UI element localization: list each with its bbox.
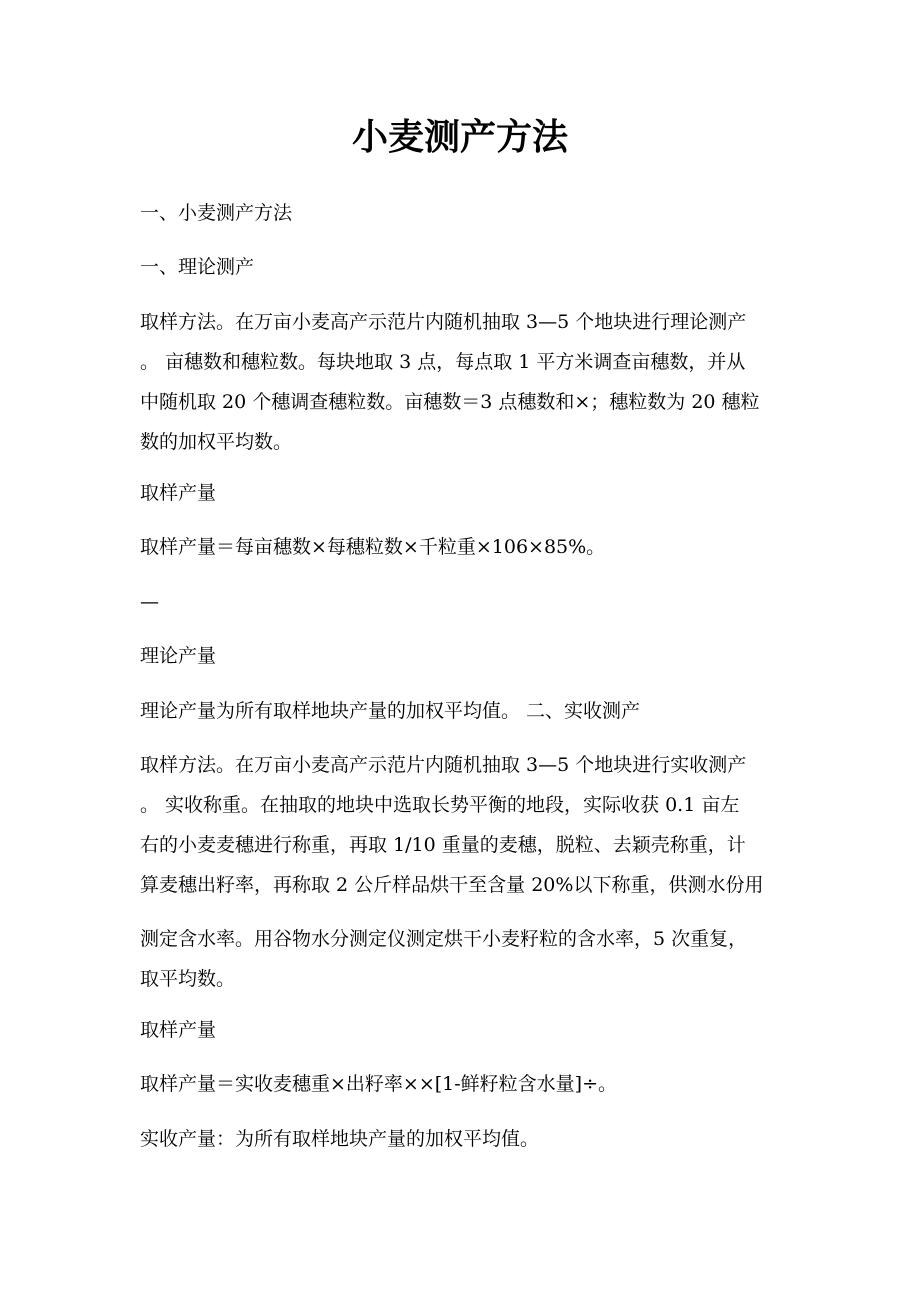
paragraph-sampling-method bbox=[140, 302, 785, 462]
paragraph-line: 中随机取 20 个穗调查穗粒数。亩穗数＝3 点穗数和×；穗粒数为 20 穗粒 bbox=[140, 391, 760, 413]
label-sample-yield: 取样产量 bbox=[140, 482, 217, 504]
paragraph-line: 。 亩穗数和穗粒数。每块地取 3 点，每点取 1 平方米调查亩穗数，并从 bbox=[140, 351, 746, 373]
label-theoretical-yield: 理论产量 bbox=[140, 645, 217, 667]
paragraph-line: 取样方法。在万亩小麦高产示范片内随机抽取 3—5 个地块进行实收测产 bbox=[140, 754, 747, 776]
paragraph-harvest-method bbox=[140, 745, 785, 905]
paragraph-line: 。 实收称重。在抽取的地块中选取长势平衡的地段，实际收获 0.1 亩左 bbox=[140, 794, 740, 816]
paragraph-theoretical-yield: 理论产量为所有取样地块产量的加权平均值。 二、实收测产 bbox=[140, 700, 641, 722]
paragraph-line: 取样方法。在万亩小麦高产示范片内随机抽取 3—5 个地块进行理论测产 bbox=[140, 311, 747, 333]
page-title: 小麦测产方法 bbox=[351, 117, 568, 158]
section-heading: 一、小麦测产方法 bbox=[140, 202, 293, 224]
subsection-heading: 一、理论测产 bbox=[140, 256, 255, 278]
paragraph-line: 数的加权平均数。 bbox=[140, 431, 293, 453]
paragraph-line: 取平均数。 bbox=[140, 968, 236, 990]
paragraph-line: 算麦穗出籽率，再称取 2 公斤样品烘干至含量 20%以下称重，供测水份用 bbox=[140, 874, 764, 896]
label-sample-yield-2: 取样产量 bbox=[140, 1019, 217, 1041]
paragraph-moisture bbox=[140, 919, 785, 999]
paragraph-actual-yield: 实收产量：为所有取样地块产量的加权平均值。 bbox=[140, 1128, 540, 1150]
paragraph-line: 测定含水率。用谷物水分测定仪测定烘干小麦籽粒的含水率，5 次重复， bbox=[140, 928, 748, 950]
formula-sample-yield: 取样产量＝每亩穗数×每穗粒数×千粒重×106×85%。 bbox=[140, 536, 606, 558]
dash-separator: — bbox=[140, 591, 159, 613]
paragraph-line: 右的小麦麦穗进行称重，再取 1/10 重量的麦穗，脱粒、去颖壳称重，计 bbox=[140, 834, 746, 856]
formula-sample-yield-2: 取样产量＝实收麦穗重×出籽率××[1-鲜籽粒含水量]÷。 bbox=[140, 1073, 618, 1095]
